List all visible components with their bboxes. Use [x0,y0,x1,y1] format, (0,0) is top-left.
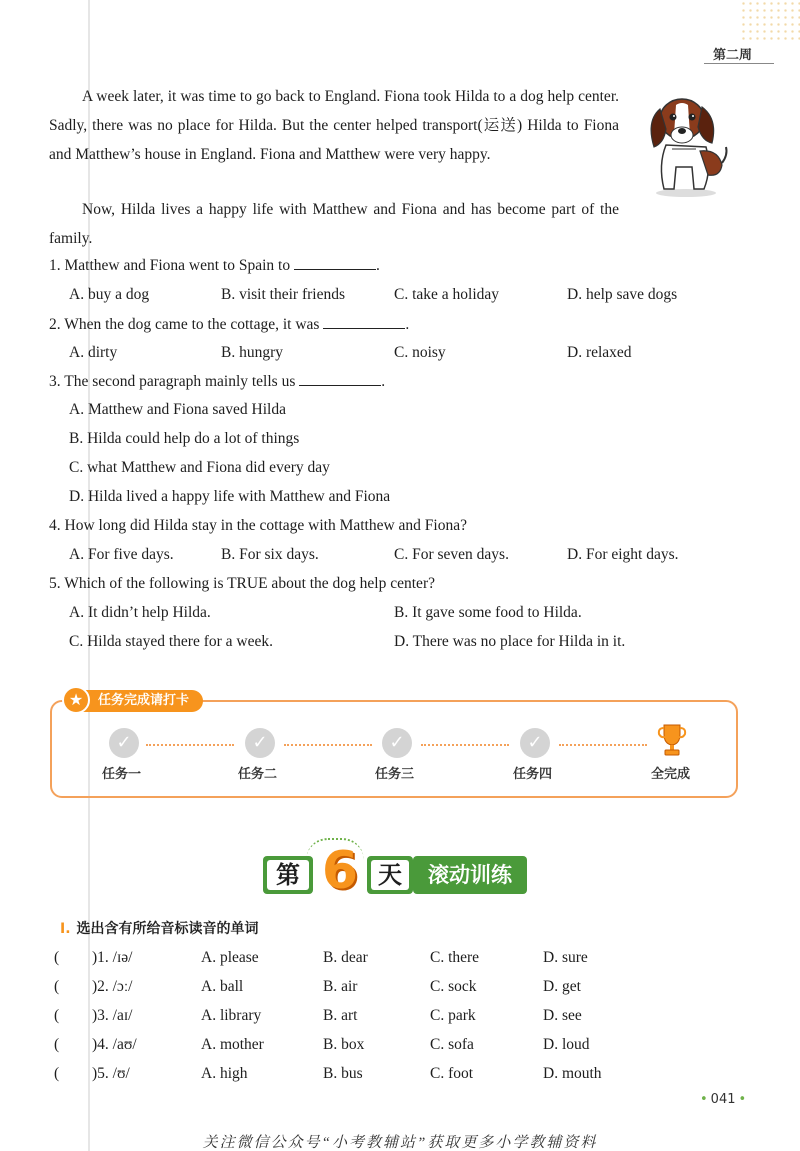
q2-option-c[interactable]: C. noisy [394,344,446,361]
row-2-option-d[interactable]: D. get [543,978,581,995]
question-2-blank[interactable] [323,315,405,329]
question-3 [49,372,385,391]
q4-option-c[interactable]: C. For seven days. [394,546,509,563]
q5-option-b[interactable]: B. It gave some food to Hilda. [394,604,582,621]
row-5-option-c[interactable]: C. foot [430,1065,474,1082]
row-3-option-b[interactable]: B. art [323,1007,358,1024]
week-label: 第二周 [712,48,752,63]
task-4-label: 任务四 [513,767,553,782]
phonetic-label-5: )5. /ʊ/ [92,1065,130,1082]
task-connector-3 [421,744,509,746]
q4-option-d[interactable]: D. For eight days. [567,546,679,563]
row-1-option-b[interactable]: B. dear [323,949,368,966]
row-5-option-b[interactable]: B. bus [323,1065,363,1082]
row-3-option-a[interactable]: A. library [201,1007,262,1024]
question-2-stem: 2. When the dog came to the cottage, it was [49,316,324,333]
phonetic-label-2: )2. /ɔː/ [92,978,133,995]
question-2 [49,315,409,334]
task-complete-label: 全完成 [651,767,691,782]
phonetic-label-1: )1. /ɪə/ [92,949,133,966]
task-connector-1 [146,744,234,746]
row-3-option-c[interactable]: C. park [430,1007,476,1024]
beagle-dog-illustration [636,85,732,200]
passage-paragraph-2: Now, Hilda lives a happy life with Matthew and Fiona and has become part of the family. [49,201,619,247]
day-suffix-box [367,856,413,894]
row-3-option-d[interactable]: D. see [543,1007,582,1024]
day-suffix: 天 [371,860,409,890]
q3-option-d[interactable]: D. Hilda lived a happy life with Matthew and Fiona [69,488,391,505]
row-4-option-d[interactable]: D. loud [543,1036,590,1053]
task-3-label: 任务三 [375,767,415,782]
footer-watermark-text: 关注微信公众号“小考教辅站”获取更多小学教辅资料 [202,1135,598,1151]
answer-paren-1[interactable]: ( [54,949,60,966]
question-4-stem: 4. How long did Hilda stay in the cottage with Matthew and Fiona? [49,517,467,534]
question-3-stem-end: . [381,373,386,390]
task-1-label: 任务一 [102,767,142,782]
row-4-option-c[interactable]: C. sofa [430,1036,474,1053]
q3-option-a[interactable]: A. Matthew and Fiona saved Hilda [69,401,286,418]
star-badge-icon: ★ [62,686,90,714]
row-1-option-d[interactable]: D. sure [543,949,588,966]
q3-option-b[interactable]: B. Hilda could help do a lot of things [69,430,300,447]
task-2-label: 任务二 [238,767,278,782]
section-1-number: Ⅰ. [60,921,71,937]
q2-option-b[interactable]: B. hungry [221,344,283,361]
q2-option-a[interactable]: A. dirty [69,344,118,361]
question-1 [49,256,380,275]
question-5 [49,575,435,593]
task-2-check-icon[interactable]: ✓ [245,728,275,758]
day-prefix: 第 [267,860,309,890]
section-1-heading: 选出含有所给音标读音的单词 [76,921,259,937]
day-number: 6 [321,841,359,901]
task-1-check-icon[interactable]: ✓ [109,728,139,758]
task-4-check-icon[interactable]: ✓ [520,728,550,758]
row-2-option-a[interactable]: A. ball [201,978,244,995]
q4-option-a[interactable]: A. For five days. [69,546,174,563]
question-1-blank[interactable] [294,256,376,270]
row-4-option-b[interactable]: B. box [323,1036,365,1053]
day-title: 滚动训练 [413,856,527,894]
answer-paren-5[interactable]: ( [54,1065,60,1082]
passage-paragraph-1: A week later, it was time to go back to England. Fiona took Hilda to a dog help center. Sadly, there was no place for Hilda. But the center helped transport(运送) Hilda to Fiona and Matthew’s house in England. Fiona and Matthew were very happy. [49,88,619,163]
question-1-stem-end: . [375,257,380,274]
q1-option-d[interactable]: D. help save dogs [567,286,678,303]
task-checkin-title: 任务完成请打卡 [70,690,203,712]
task-connector-2 [284,744,372,746]
page-number: • 041 • [697,1092,749,1107]
row-4-option-a[interactable]: A. mother [201,1036,264,1053]
phonetic-label-4: )4. /aʊ/ [92,1036,137,1053]
question-5-stem: 5. Which of the following is TRUE about the dog help center? [49,575,435,592]
phonetic-label-3: )3. /aɪ/ [92,1007,133,1024]
answer-paren-2[interactable]: ( [54,978,60,995]
question-3-blank[interactable] [299,372,381,386]
row-1-option-c[interactable]: C. there [430,949,480,966]
corner-dots-decoration [740,0,800,40]
q5-option-a[interactable]: A. It didn’t help Hilda. [69,604,211,621]
answer-paren-4[interactable]: ( [54,1036,60,1053]
q1-option-a[interactable]: A. buy a dog [69,286,150,303]
trophy-icon[interactable] [657,722,687,758]
task-3-check-icon[interactable]: ✓ [382,728,412,758]
row-2-option-c[interactable]: C. sock [430,978,477,995]
question-1-stem: 1. Matthew and Fiona went to Spain to [49,257,294,274]
q3-option-c[interactable]: C. what Matthew and Fiona did every day [69,459,330,476]
row-5-option-d[interactable]: D. mouth [543,1065,602,1082]
question-3-stem: 3. The second paragraph mainly tells us [49,373,300,390]
day-prefix-box [263,856,313,894]
row-1-option-a[interactable]: A. please [201,949,259,966]
q2-option-d[interactable]: D. relaxed [567,344,632,361]
question-2-stem-end: . [405,316,410,333]
answer-paren-3[interactable]: ( [54,1007,60,1024]
week-underline [704,63,774,64]
day-banner [263,841,527,901]
q5-option-d[interactable]: D. There was no place for Hilda in it. [394,633,626,650]
row-5-option-a[interactable]: A. high [201,1065,248,1082]
question-4 [49,517,467,535]
q4-option-b[interactable]: B. For six days. [221,546,319,563]
section-1-title [60,918,259,938]
q1-option-c[interactable]: C. take a holiday [394,286,500,303]
row-2-option-b[interactable]: B. air [323,978,358,995]
task-connector-4 [559,744,647,746]
q1-option-b[interactable]: B. visit their friends [221,286,345,303]
q5-option-c[interactable]: C. Hilda stayed there for a week. [69,633,274,650]
